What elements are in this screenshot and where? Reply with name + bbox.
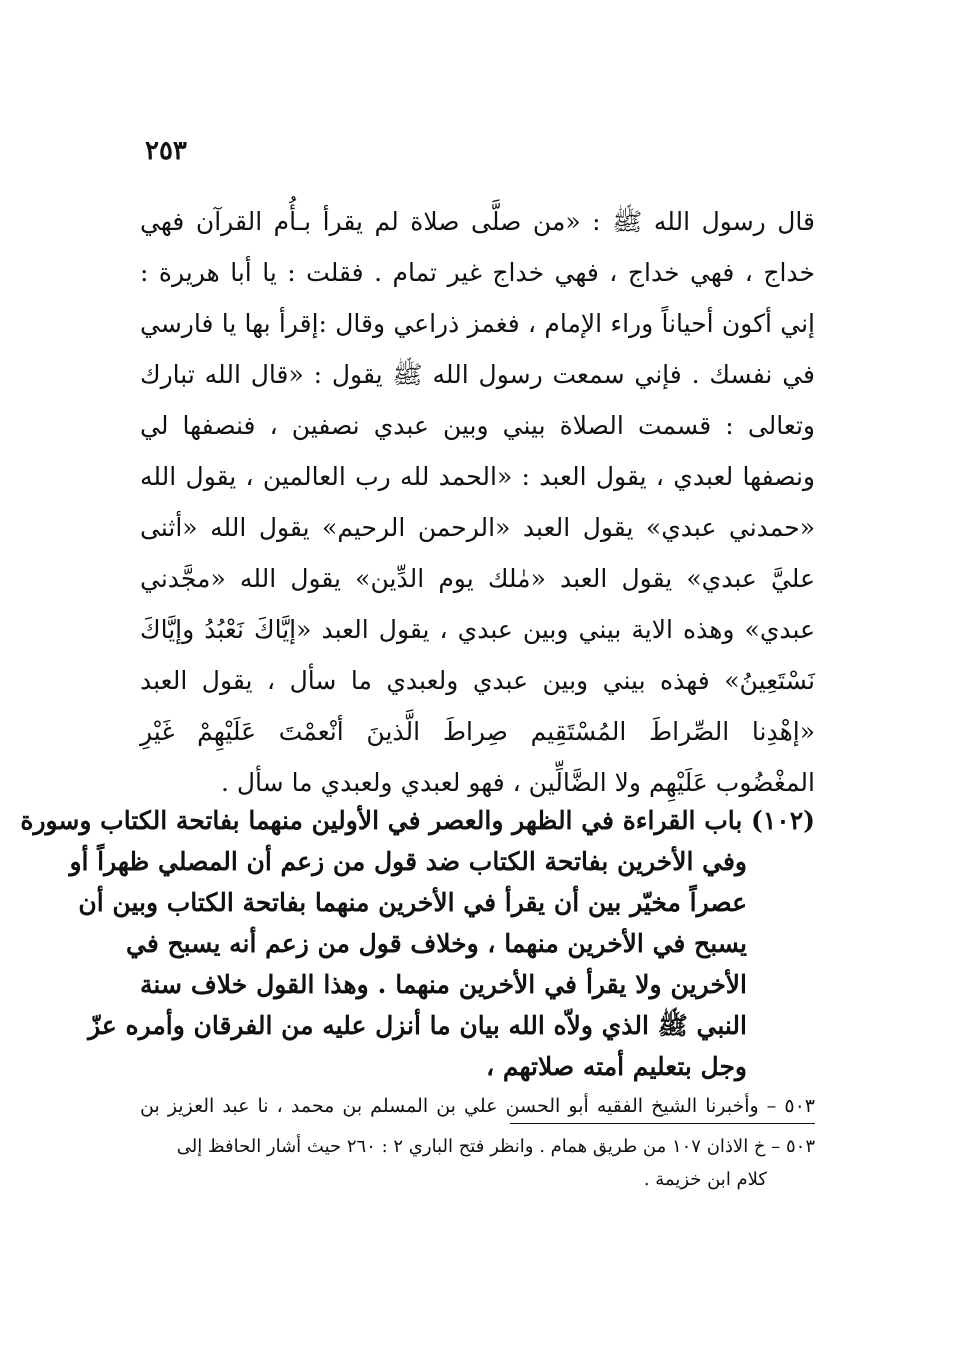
footnote-divider [510,1123,815,1124]
chapter-line: النبي ﷺ الذي ولاّه الله بيان ما أنزل عليه من الفرقان وأمره عزّ [88,1011,747,1040]
footnote-line: كلام ابن خزيمة . [643,1169,767,1190]
chapter-heading [20,800,815,1087]
hadith-body-paragraph: قال رسول الله ﷺ : «من صلَّى صلاة لم يقرأ بـأُم القرآن فهي خداج ، فهي خداج ، فهي خداج غير تمام . فقلت : يا أبا هريرة : إني أكون أحياناً وراء الإمام ، فغمز ذراعي وقال :إقرأ بها يا فارسي في نفسك . فإني سمعت رسول الله ﷺ يقول : «قال الله تبارك وتعالى : قسمت الصلاة بيني وبين عبدي نصفين ، فنصفها لي ونصفها لعبدي ، يقول العبد : «الحمد لله رب العالمين ، يقول الله «حمدني عبدي» يقول العبد «الرحمن الرحيم» يقول الله «أثنى عليَّ عبدي» يقول العبد «مٰلك يوم الدِّين» يقول الله «مجَّدني عبدي» وهذه الاية بيني وبين عبدي ، يقول العبد «إيَّاكَ نَعْبُدُ وإيَّاكَ نَسْتَعِينُ» فهذه بيني وبين عبدي ولعبدي ما سأل ، يقول العبد «إهْدِنا الصِّراطَ المُسْتَقِيم صِراطَ الَّذينَ أنْعمْتَ عَلَيْهِمْ غَيْرِ المغْضُوب عَلَيْهِم ولا الضَّالِّين ، فهو لعبدي ولعبدي ما سأل . [140,207,815,797]
chapter-line: الأخرين ولا يقرأ في الأخرين منهما . وهذا القول خلاف سنة [140,970,747,999]
page-number: ٢٥٣ [145,136,187,166]
hadith-chain-line: ٥٠٣ – وأخبرنا الشيخ الفقيه أبو الحسن علي بن المسلم بن محمد ، نا عبد العزيز بن [140,1095,815,1117]
footnote-line: ٥٠٣ – خ الاذان ١٠٧ من طريق همام . وانظر فتح الباري ٢ : ٢٦٠ حيث أشار الحافظ إلى [176,1136,815,1157]
footnote [140,1130,815,1196]
chapter-line: وجل بتعليم أمته صلاتهم ، [486,1052,747,1081]
chapter-line: (١٠٢) باب القراءة في الظهر والعصر في الأولين منهما بفاتحة الكتاب وسورة [20,806,815,835]
chapter-line: عصراً مخيّر بين أن يقرأ في الأخرين منهما بفاتحة الكتاب وبين أن [78,888,747,917]
main-text-block [140,196,815,808]
chapter-line: وفي الأخرين بفاتحة الكتاب ضد قول من زعم أن المصلي ظهراً أو [69,847,747,876]
chapter-line: يسبح في الأخرين منهما ، وخلاف قول من زعم أنه يسبح في [126,929,747,958]
